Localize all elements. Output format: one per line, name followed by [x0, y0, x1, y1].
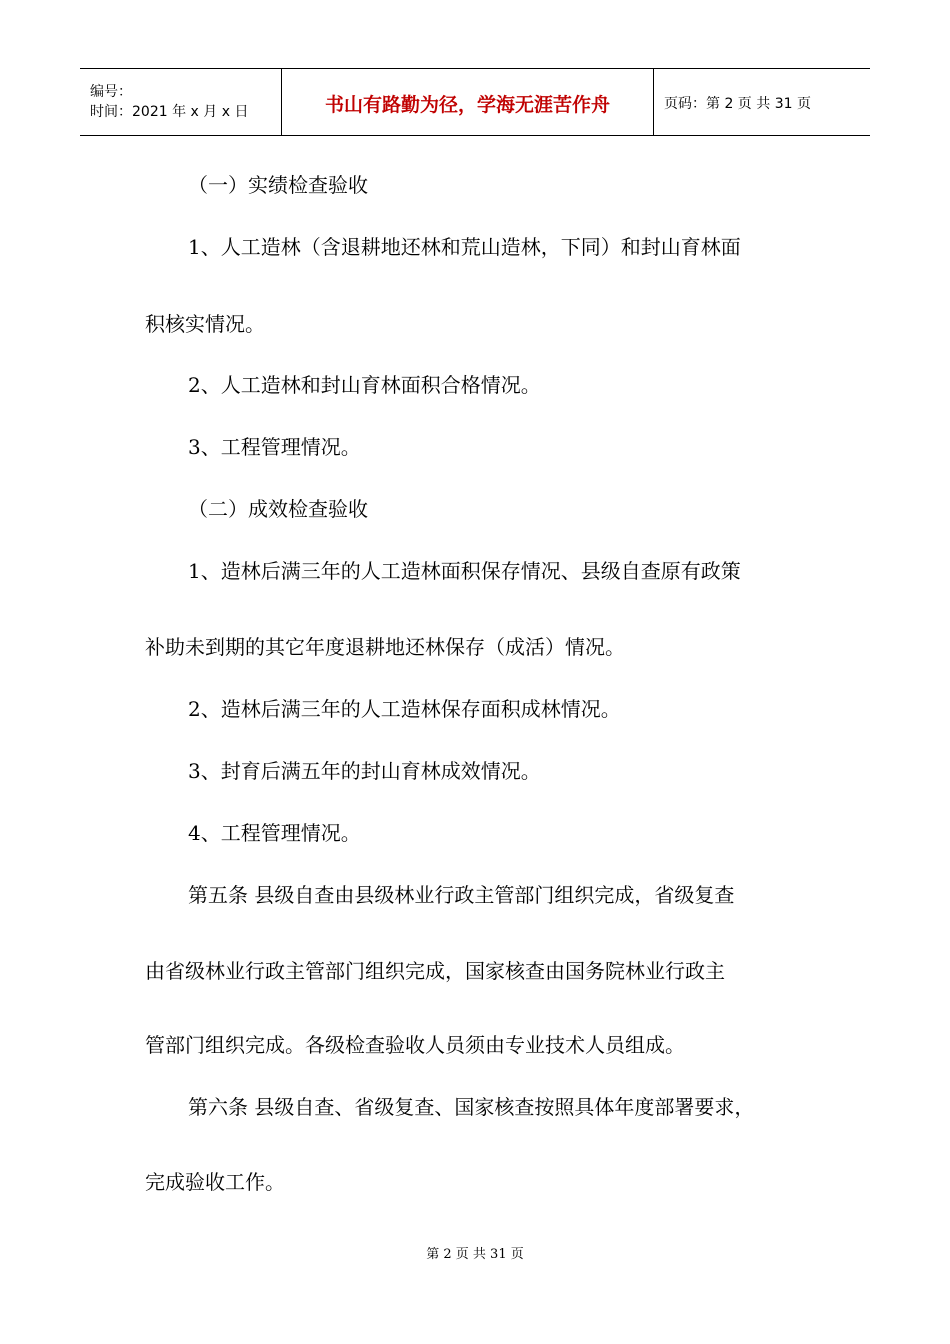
document-number-label: 编号：	[90, 84, 132, 100]
paragraph-line: 第六条 县级自查、省级复查、国家核查按照具体年度部署要求，	[188, 1095, 755, 1119]
paragraph-line: 3、封育后满五年的封山育林成效情况。	[188, 759, 541, 783]
document-header	[80, 68, 870, 136]
paragraph-line: 3、工程管理情况。	[188, 435, 361, 459]
document-date: 时间：2021 年 x 月 x 日	[90, 104, 249, 120]
paragraph-line: 第五条 县级自查由县级林业行政主管部门组织完成，省级复查	[188, 883, 735, 907]
section-heading: （一）实绩检查验收	[188, 173, 368, 197]
page-footer: 第 2 页 共 31 页	[426, 1247, 524, 1262]
section-heading: （二）成效检查验收	[188, 497, 368, 521]
paragraph-line: 4、工程管理情况。	[188, 821, 361, 845]
paragraph-line: 2、人工造林和封山育林面积合格情况。	[188, 373, 541, 397]
paragraph-line: 积核实情况。	[145, 312, 265, 336]
header-page-cell	[654, 69, 870, 135]
paragraph-line: 2、造林后满三年的人工造林保存面积成林情况。	[188, 697, 621, 721]
header-motto-cell	[282, 69, 654, 135]
paragraph-line: 1、造林后满三年的人工造林面积保存情况、县级自查原有政策	[188, 559, 741, 583]
paragraph-line: 完成验收工作。	[145, 1170, 285, 1194]
paragraph-line: 1、人工造林（含退耕地还林和荒山造林，下同）和封山育林面	[188, 235, 741, 259]
header-meta-cell	[80, 69, 282, 135]
header-motto: 书山有路勤为径，学海无涯苦作舟	[324, 94, 610, 116]
paragraph-line: 补助未到期的其它年度退耕地还林保存（成活）情况。	[145, 635, 625, 659]
paragraph-line: 管部门组织完成。各级检查验收人员须由专业技术人员组成。	[145, 1033, 685, 1057]
header-page-info: 页码：第 2 页 共 31 页	[664, 96, 811, 112]
paragraph-line: 由省级林业行政主管部门组织完成，国家核查由国务院林业行政主	[145, 959, 725, 983]
